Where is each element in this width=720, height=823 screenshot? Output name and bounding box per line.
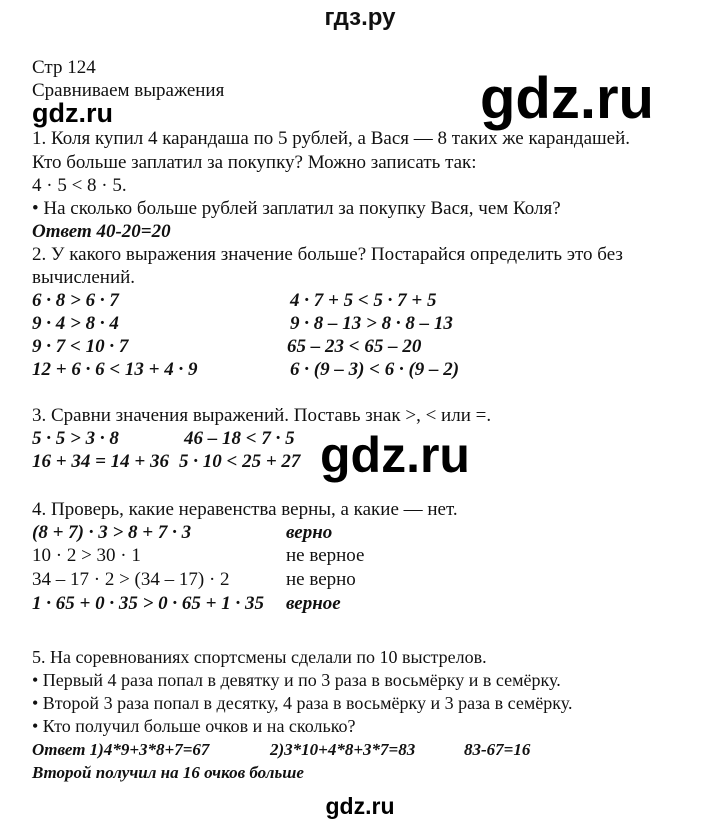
task4-verdict-2: не верное	[286, 545, 365, 566]
task4-question: 4. Проверь, какие неравенства верны, а какие — нет.	[32, 499, 458, 520]
task2-left-3: 9 · 7 < 10 · 7	[32, 336, 129, 357]
task5-conclusion: Второй получил на 16 очков больше	[32, 763, 304, 782]
task3-left-2: 16 + 34 = 14 + 36	[32, 451, 169, 472]
task5-answer-2: 2)3*10+4*8+3*7=83	[270, 740, 416, 759]
site-title[interactable]: гдз.ру	[324, 4, 396, 31]
task5-question-4: • Кто получил больше очков и на сколько?	[32, 716, 356, 736]
task2-left-2: 9 · 4 > 8 · 4	[32, 313, 119, 334]
task1-question-2: Кто больше заплатил за покупку? Можно записать так:	[32, 152, 477, 173]
task4-expr-2: 10 · 2 > 30 · 1	[32, 545, 141, 566]
task5-question-1: 5. На соревнованиях спортсмены сделали по 10 выстрелов.	[32, 647, 487, 667]
task2-right-2: 9 · 8 – 13 > 8 · 8 – 13	[290, 313, 453, 334]
task4-expr-1: (8 + 7) · 3 > 8 + 7 · 3	[32, 522, 192, 543]
task4-verdict-4: верное	[286, 593, 341, 614]
task3-question: 3. Сравни значения выражений. Поставь знак >, < или =.	[32, 405, 492, 426]
task1-question-3: • На сколько больше рублей заплатил за покупку Вася, чем Коля?	[32, 198, 561, 219]
task4-expr-3: 34 – 17 · 2 > (34 – 17) · 2	[32, 569, 230, 590]
task5-answer-1: Ответ 1)4*9+3*8+7=67	[32, 740, 210, 759]
watermark-center: gdz.ru	[320, 427, 470, 483]
task2-right-3: 65 – 23 < 65 – 20	[287, 336, 422, 357]
task3-right-2: 5 · 10 < 25 + 27	[179, 451, 301, 472]
task2-right-4: 6 · (9 – 3) < 6 · (9 – 2)	[290, 359, 460, 380]
topic-title: Сравниваем выражения	[32, 80, 225, 101]
task5-question-3: • Второй 3 раза попал в десятку, 4 раза в восьмёрку и 3 раза в семёрку.	[32, 693, 573, 713]
task1-expression: 4 · 5 < 8 · 5.	[32, 175, 127, 196]
watermark-small: gdz.ru	[32, 98, 113, 128]
task3-left-1: 5 · 5 > 3 · 8	[32, 428, 119, 449]
task2-question-1: 2. У какого выражения значение больше? Постарайся определить это без	[32, 244, 623, 265]
task2-left-1: 6 · 8 > 6 · 7	[32, 290, 119, 311]
task3-right-1: 46 – 18 < 7 · 5	[184, 428, 295, 449]
footer-watermark[interactable]: gdz.ru	[325, 793, 395, 819]
task5-question-2: • Первый 4 раза попал в девятку и по 3 раза в восьмёрку и в семёрку.	[32, 670, 561, 690]
page-ref: Стр 124	[32, 57, 96, 78]
task2-right-1: 4 · 7 + 5 < 5 · 7 + 5	[290, 290, 437, 311]
task4-verdict-1: верно	[286, 522, 333, 543]
task1-question-1: 1. Коля купил 4 карандаша по 5 рублей, а Вася — 8 таких же карандашей.	[32, 128, 631, 149]
task2-question-2: вычислений.	[32, 267, 136, 288]
task4-verdict-3: не верно	[286, 569, 356, 590]
task4-expr-4: 1 · 65 + 0 · 35 > 0 · 65 + 1 · 35	[32, 593, 264, 614]
task1-answer: Ответ 40-20=20	[32, 221, 171, 242]
watermark-big: gdz.ru	[480, 66, 654, 131]
task2-left-4: 12 + 6 · 6 < 13 + 4 · 9	[32, 359, 198, 380]
task5-answer-3: 83-67=16	[464, 740, 531, 759]
